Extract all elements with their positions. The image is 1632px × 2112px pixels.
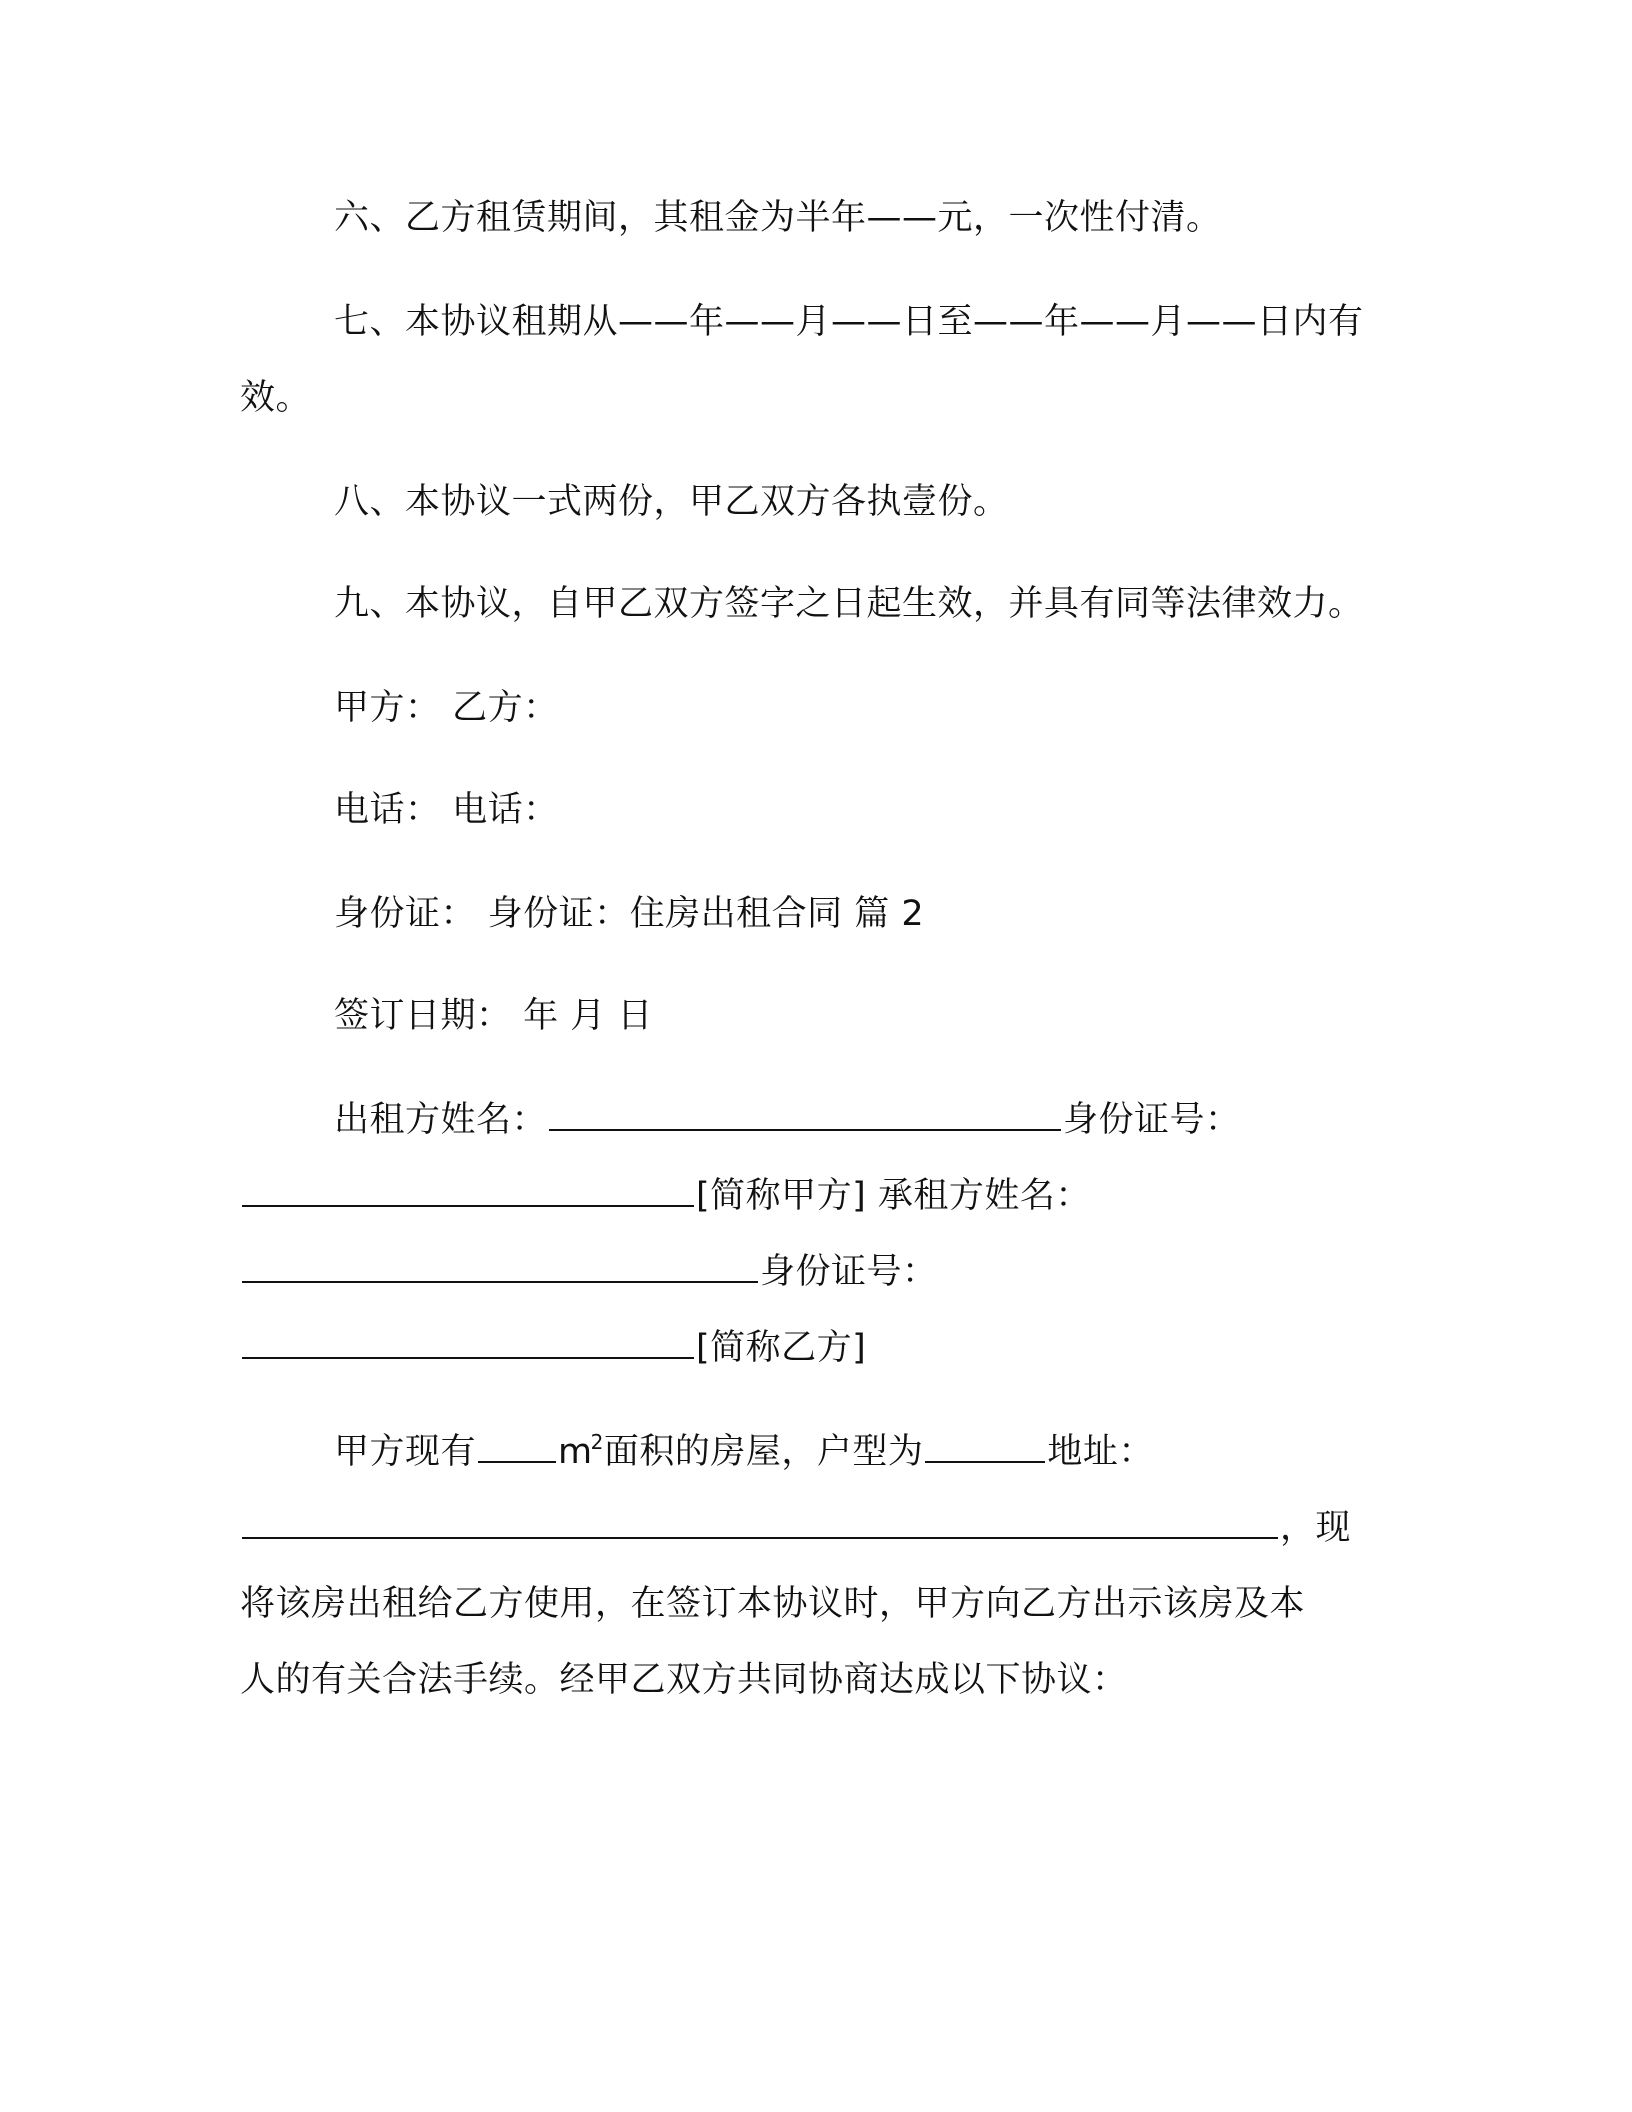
lessor-name-blank	[549, 1099, 1061, 1131]
lessor-id-blank	[242, 1175, 694, 1207]
party-signature-line: 甲方： 乙方：	[334, 688, 559, 728]
area-blank	[478, 1431, 556, 1463]
lessee-id-label: 身份证号：	[760, 1252, 938, 1292]
clause-seven-line2: 效。	[240, 378, 312, 418]
signing-date-line: 签订日期： 年 月 日	[334, 996, 653, 1036]
lessor-id-label: 身份证号：	[1063, 1100, 1241, 1140]
area-unit: m	[558, 1432, 593, 1472]
lessor-name-row	[334, 1098, 1241, 1142]
address-row	[240, 1506, 1351, 1550]
paragraph-line2: 将该房出租给乙方使用，在签订本协议时，甲方向乙方出示该房及本	[240, 1584, 1306, 1624]
area-superscript: 2	[590, 1430, 604, 1454]
id-card-line: 身份证： 身份证：住房出租合同 篇 2	[334, 894, 925, 934]
abbr-a-lessee-label: [简称甲方] 承租方姓名：	[696, 1176, 1091, 1216]
clause-seven-line1: 七、本协议租期从——年——月——日至——年——月——日内有	[334, 302, 1364, 342]
layout-blank	[925, 1431, 1045, 1463]
address-end: ，现	[1280, 1508, 1352, 1548]
lessee-name-blank	[242, 1251, 758, 1283]
area-suffix: 面积的房屋，户型为	[603, 1432, 924, 1472]
house-description-row	[334, 1430, 1154, 1478]
address-blank	[242, 1507, 1278, 1539]
address-label: 地址：	[1047, 1432, 1154, 1472]
abbr-b-label: [简称乙方]	[696, 1328, 867, 1368]
phone-line: 电话： 电话：	[334, 790, 559, 830]
lessee-name-row	[240, 1250, 938, 1294]
clause-eight: 八、本协议一式两份，甲乙双方各执壹份。	[334, 482, 1009, 522]
clause-nine: 九、本协议，自甲乙双方签字之日起生效，并具有同等法律效力。	[334, 584, 1364, 624]
lessee-id-blank	[242, 1327, 694, 1359]
lessor-id-row	[240, 1174, 1091, 1218]
house-prefix: 甲方现有	[334, 1432, 477, 1472]
paragraph-line3: 人的有关合法手续。经甲乙双方共同协商达成以下协议：	[240, 1660, 1128, 1700]
lessor-name-label: 出租方姓名：	[334, 1100, 548, 1140]
lessee-id-row	[240, 1326, 866, 1370]
clause-six: 六、乙方租赁期间，其租金为半年——元，一次性付清。	[334, 198, 1222, 238]
